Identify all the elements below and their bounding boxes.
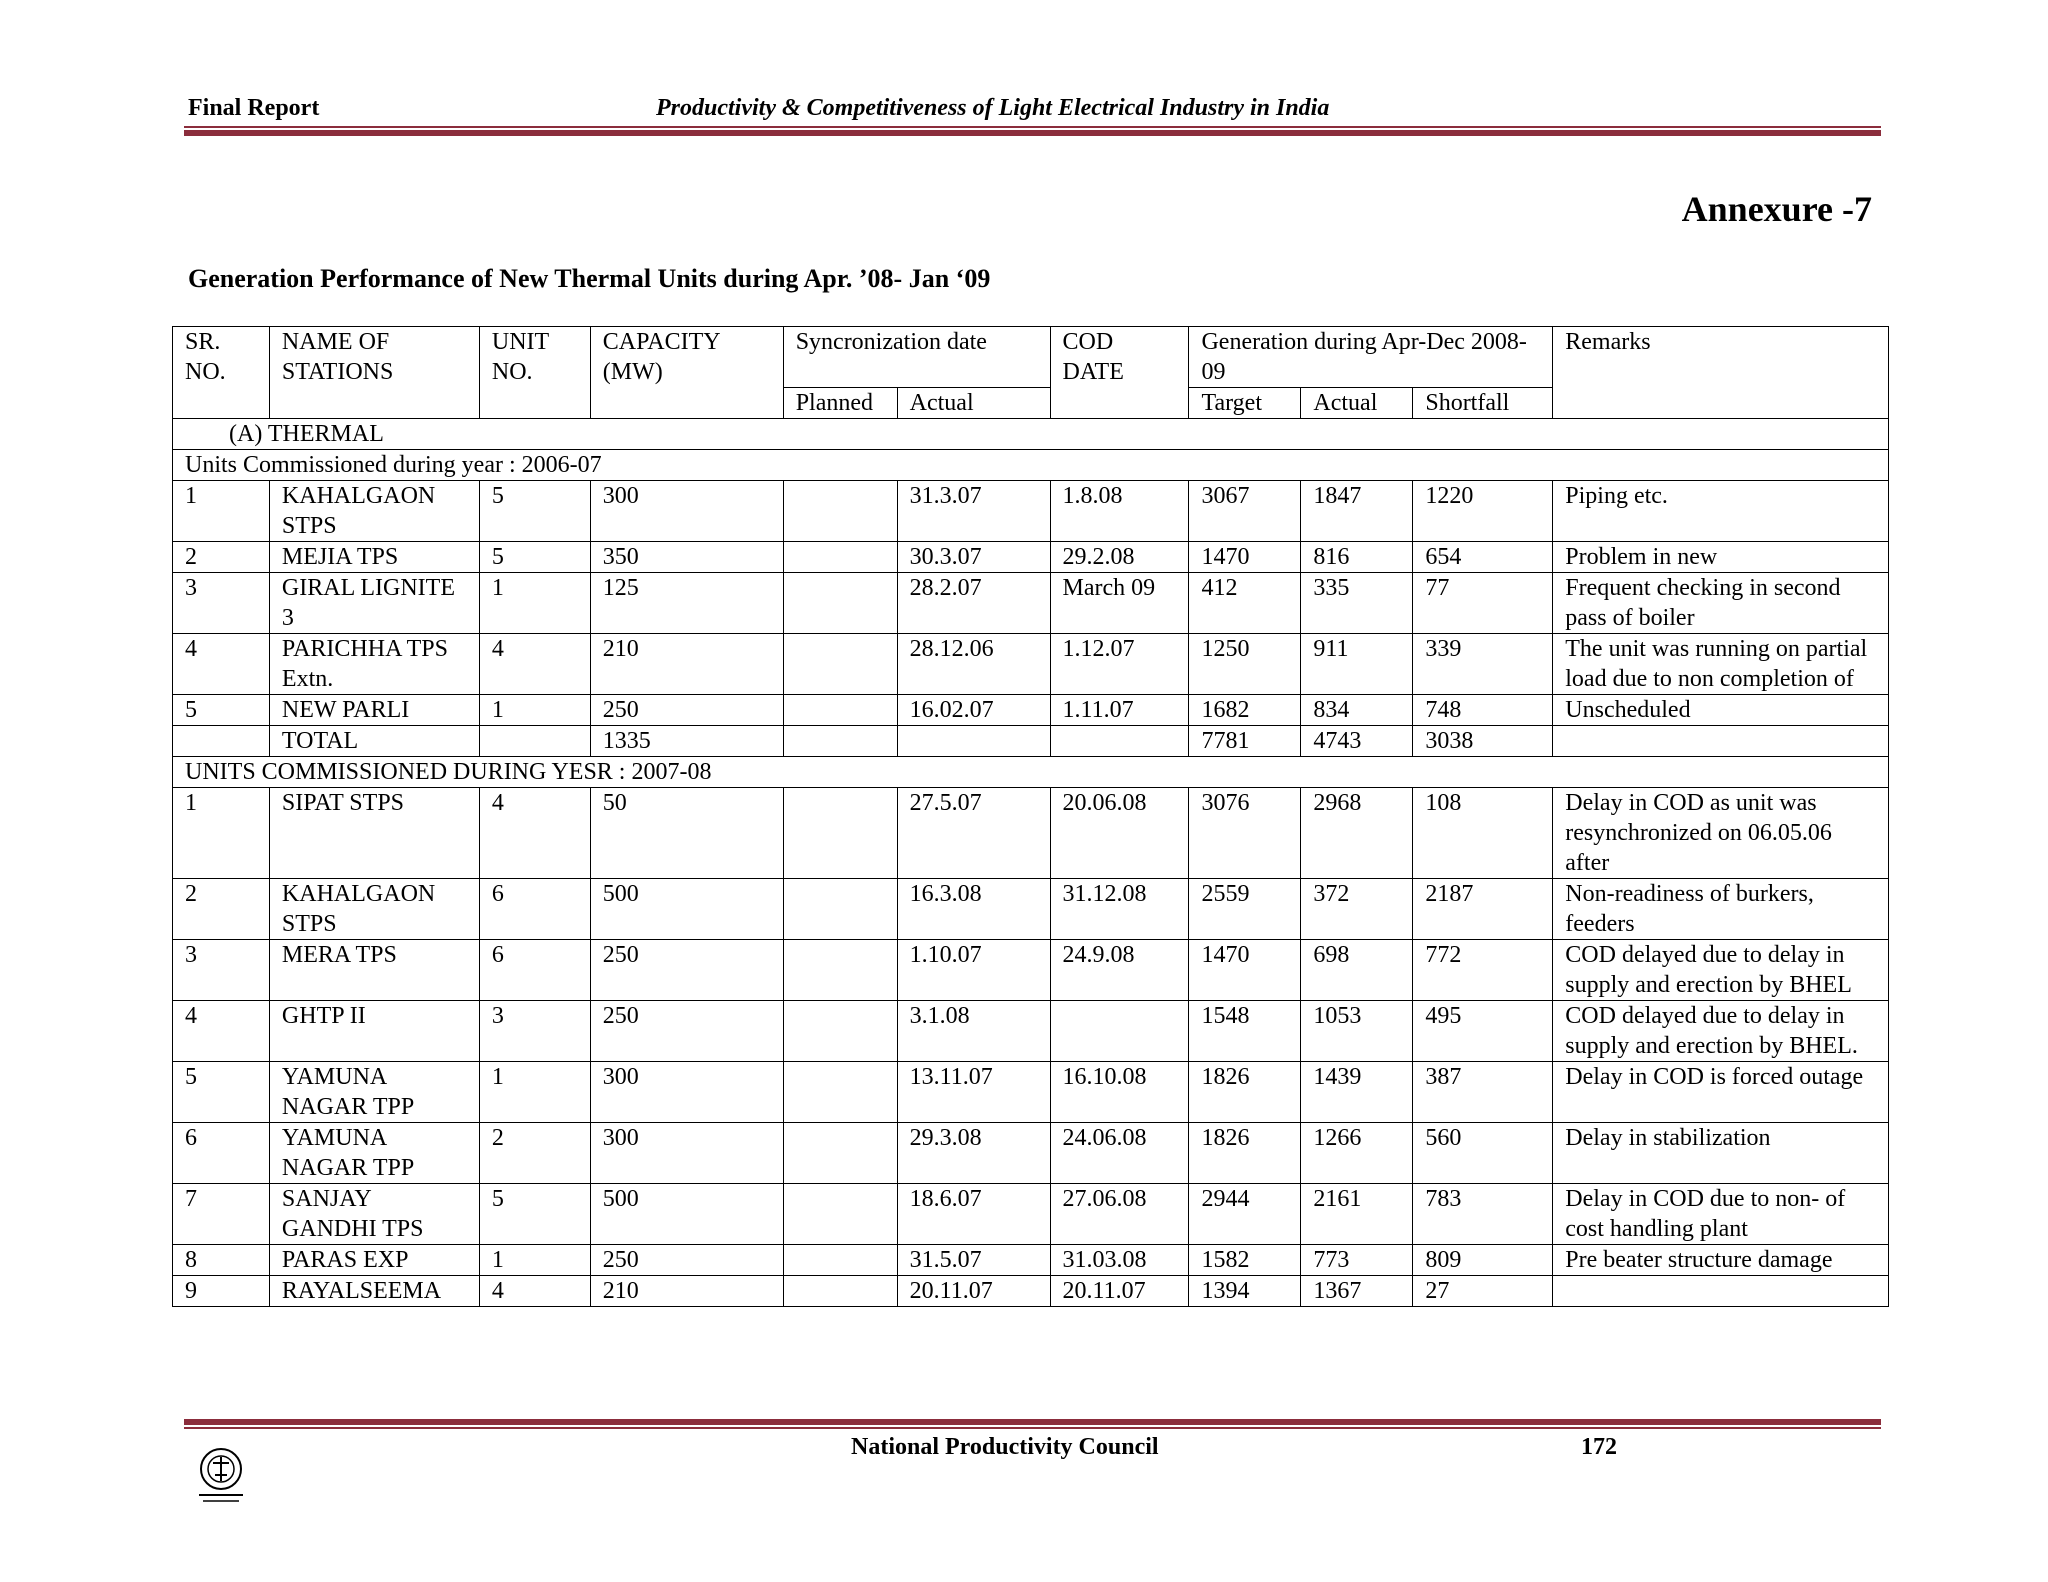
cell-cap: 250 — [590, 1245, 783, 1276]
cell-remarks: Non-readiness of burkers, feeders — [1553, 879, 1889, 940]
section-a-row — [173, 419, 1889, 450]
cell-shortfall: 748 — [1413, 695, 1553, 726]
cell-cap: 250 — [590, 1001, 783, 1062]
header-center-title: Productivity & Competitiveness of Light Electrical Industry in India — [656, 95, 1330, 121]
cell-remarks: COD delayed due to delay in supply and erection by BHEL — [1553, 940, 1889, 1001]
cell-gen-actual: 2968 — [1301, 788, 1413, 879]
cell-unit: 1 — [479, 695, 590, 726]
header-sync: Syncronization date — [783, 327, 1050, 388]
cell-cod — [1050, 1001, 1189, 1062]
cell-actual: 16.3.08 — [897, 879, 1050, 940]
header-capacity: CAPACITY (MW) — [590, 327, 783, 419]
cell-gen-actual: 911 — [1301, 634, 1413, 695]
cell-cap: 210 — [590, 634, 783, 695]
cell-remarks — [1553, 1276, 1889, 1307]
cell-name: KAHALGAON STPS — [269, 879, 479, 940]
cell-name: NEW PARLI — [269, 695, 479, 726]
cell-name: MERA TPS — [269, 940, 479, 1001]
cell-gen-actual: 372 — [1301, 879, 1413, 940]
table-row — [173, 1276, 1889, 1307]
cell-unit: 3 — [479, 1001, 590, 1062]
cell-shortfall: 772 — [1413, 940, 1553, 1001]
header-rule-thick — [184, 130, 1881, 136]
cell-shortfall: 1220 — [1413, 481, 1553, 542]
cell-shortfall: 783 — [1413, 1184, 1553, 1245]
cell-gen-actual: 1439 — [1301, 1062, 1413, 1123]
cell-cap: 300 — [590, 1062, 783, 1123]
page-title: Generation Performance of New Thermal Units during Apr. ’08- Jan ‘09 — [188, 264, 991, 293]
cell-sr: 4 — [173, 634, 270, 695]
cell-cap: 500 — [590, 1184, 783, 1245]
table-row — [173, 634, 1889, 695]
section-a-row-label: (A) THERMAL — [173, 419, 1889, 450]
cell-actual: 28.12.06 — [897, 634, 1050, 695]
group-2007-08-row-label: UNITS COMMISSIONED DURING YESR : 2007-08 — [173, 757, 1889, 788]
cell-sr: 1 — [173, 788, 270, 879]
cell-name: KAHALGAON STPS — [269, 481, 479, 542]
header-actual: Actual — [897, 388, 1050, 419]
header-shortfall: Shortfall — [1413, 388, 1553, 419]
cell-cod: 24.9.08 — [1050, 940, 1189, 1001]
cell-planned — [783, 1062, 897, 1123]
cell-cap: 250 — [590, 695, 783, 726]
cell-remarks: Delay in stabilization — [1553, 1123, 1889, 1184]
cell-name: PARAS EXP — [269, 1245, 479, 1276]
cell-actual: 27.5.07 — [897, 788, 1050, 879]
annexure-label: Annexure -7 — [1681, 189, 1872, 229]
cell-name: SANJAY GANDHI TPS — [269, 1184, 479, 1245]
cell-shortfall: 809 — [1413, 1245, 1553, 1276]
table-row — [173, 573, 1889, 634]
cell-unit: 1 — [479, 1245, 590, 1276]
cell-cap: 300 — [590, 1123, 783, 1184]
cell-remarks: Problem in new — [1553, 542, 1889, 573]
cell-target: 1394 — [1189, 1276, 1301, 1307]
cell-name: YAMUNA NAGAR TPP — [269, 1123, 479, 1184]
table-row — [173, 1123, 1889, 1184]
cell-shortfall: 339 — [1413, 634, 1553, 695]
cell-unit: 4 — [479, 1276, 590, 1307]
cell-sr: 9 — [173, 1276, 270, 1307]
cell-sr: 2 — [173, 879, 270, 940]
cell-cod: 20.06.08 — [1050, 788, 1189, 879]
cell-cap: 50 — [590, 788, 783, 879]
cell-target: 3076 — [1189, 788, 1301, 879]
cell-actual: 31.3.07 — [897, 481, 1050, 542]
header-sr: SR. NO. — [173, 327, 270, 419]
table-row — [173, 1001, 1889, 1062]
cell-actual: 28.2.07 — [897, 573, 1050, 634]
cell-unit: 5 — [479, 481, 590, 542]
cell-name: MEJIA TPS — [269, 542, 479, 573]
cell-planned — [783, 573, 897, 634]
header-gen-actual: Actual — [1301, 388, 1413, 419]
cell-cod: 31.12.08 — [1050, 879, 1189, 940]
cell-cod: 27.06.08 — [1050, 1184, 1189, 1245]
cell-unit: 6 — [479, 879, 590, 940]
cell-gen-actual: 834 — [1301, 695, 1413, 726]
cell-shortfall: 654 — [1413, 542, 1553, 573]
cell-cap: 300 — [590, 481, 783, 542]
cell-target: 1582 — [1189, 1245, 1301, 1276]
cell-cod: 31.03.08 — [1050, 1245, 1189, 1276]
cell-target: 1470 — [1189, 542, 1301, 573]
cell-remarks: Delay in COD is forced outage — [1553, 1062, 1889, 1123]
table-row — [173, 879, 1889, 940]
cell-sr: 7 — [173, 1184, 270, 1245]
group-2007-08-row — [173, 757, 1889, 788]
cell-planned — [783, 1276, 897, 1307]
cell-sr: 3 — [173, 940, 270, 1001]
cell-remarks: Delay in COD due to non- of cost handling plant — [1553, 1184, 1889, 1245]
cell-shortfall: 560 — [1413, 1123, 1553, 1184]
cell-planned — [783, 940, 897, 1001]
cell-target: 412 — [1189, 573, 1301, 634]
table-row — [173, 940, 1889, 1001]
header-generation: Generation during Apr-Dec 2008-09 — [1189, 327, 1553, 388]
cell-remarks: Unscheduled — [1553, 695, 1889, 726]
header-left-title: Final Report — [188, 95, 320, 121]
cell-sr: 5 — [173, 695, 270, 726]
header-remarks: Remarks — [1553, 327, 1889, 419]
cell-shortfall: 495 — [1413, 1001, 1553, 1062]
table-row — [173, 1184, 1889, 1245]
cell-unit: 2 — [479, 1123, 590, 1184]
cell-unit: 5 — [479, 542, 590, 573]
cell-actual: 13.11.07 — [897, 1062, 1050, 1123]
cell-gen-actual: 773 — [1301, 1245, 1413, 1276]
cell-name: GHTP II — [269, 1001, 479, 1062]
cell-cod: 1.11.07 — [1050, 695, 1189, 726]
npc-logo-icon — [185, 1437, 257, 1509]
total-target: 7781 — [1189, 726, 1301, 757]
total-empty-cell — [783, 726, 897, 757]
cell-actual: 1.10.07 — [897, 940, 1050, 1001]
total-shortfall: 3038 — [1413, 726, 1553, 757]
table-row — [173, 695, 1889, 726]
cell-cap: 250 — [590, 940, 783, 1001]
cell-planned — [783, 1184, 897, 1245]
cell-target: 2559 — [1189, 879, 1301, 940]
cell-sr: 4 — [173, 1001, 270, 1062]
cell-cap: 500 — [590, 879, 783, 940]
cell-target: 1826 — [1189, 1123, 1301, 1184]
total-empty-cell — [897, 726, 1050, 757]
cell-actual: 18.6.07 — [897, 1184, 1050, 1245]
cell-name: PARICHHA TPS Extn. — [269, 634, 479, 695]
cell-remarks: Delay in COD as unit was resynchronized on 06.05.06 after — [1553, 788, 1889, 879]
total-empty-cell — [479, 726, 590, 757]
cell-name: SIPAT STPS — [269, 788, 479, 879]
cell-actual: 3.1.08 — [897, 1001, 1050, 1062]
cell-cod: 20.11.07 — [1050, 1276, 1189, 1307]
generation-table — [172, 326, 1889, 1307]
cell-actual: 20.11.07 — [897, 1276, 1050, 1307]
header-cod: COD DATE — [1050, 327, 1189, 419]
cell-name: GIRAL LIGNITE 3 — [269, 573, 479, 634]
header-target: Target — [1189, 388, 1301, 419]
cell-target: 2944 — [1189, 1184, 1301, 1245]
cell-gen-actual: 1053 — [1301, 1001, 1413, 1062]
page-number: 172 — [1581, 1434, 1617, 1460]
cell-planned — [783, 542, 897, 573]
table-row — [173, 1062, 1889, 1123]
cell-cod: 16.10.08 — [1050, 1062, 1189, 1123]
footer-rule-thin — [184, 1427, 1881, 1429]
total-empty-cell — [173, 726, 270, 757]
cell-unit: 4 — [479, 788, 590, 879]
cell-unit: 6 — [479, 940, 590, 1001]
cell-sr: 5 — [173, 1062, 270, 1123]
header-name: NAME OF STATIONS — [269, 327, 479, 419]
total-empty-cell — [1050, 726, 1189, 757]
cell-unit: 4 — [479, 634, 590, 695]
cell-shortfall: 387 — [1413, 1062, 1553, 1123]
cell-planned — [783, 1001, 897, 1062]
cell-name: YAMUNA NAGAR TPP — [269, 1062, 479, 1123]
cell-remarks: The unit was running on partial load due to non completion of — [1553, 634, 1889, 695]
cell-gen-actual: 1847 — [1301, 481, 1413, 542]
table-row — [173, 481, 1889, 542]
cell-cap: 125 — [590, 573, 783, 634]
total-empty-cell — [1553, 726, 1889, 757]
cell-gen-actual: 335 — [1301, 573, 1413, 634]
footer-rule-thick — [184, 1419, 1881, 1425]
cell-planned — [783, 1245, 897, 1276]
cell-gen-actual: 1367 — [1301, 1276, 1413, 1307]
cell-gen-actual: 1266 — [1301, 1123, 1413, 1184]
header-planned: Planned — [783, 388, 897, 419]
header-unit: UNIT NO. — [479, 327, 590, 419]
cell-actual: 29.3.08 — [897, 1123, 1050, 1184]
cell-unit: 5 — [479, 1184, 590, 1245]
table-row — [173, 788, 1889, 879]
cell-cod: March 09 — [1050, 573, 1189, 634]
cell-target: 1250 — [1189, 634, 1301, 695]
cell-target: 1826 — [1189, 1062, 1301, 1123]
cell-cod: 29.2.08 — [1050, 542, 1189, 573]
cell-cod: 1.12.07 — [1050, 634, 1189, 695]
table-row — [173, 542, 1889, 573]
cell-actual: 16.02.07 — [897, 695, 1050, 726]
cell-target: 3067 — [1189, 481, 1301, 542]
cell-sr: 6 — [173, 1123, 270, 1184]
cell-shortfall: 27 — [1413, 1276, 1553, 1307]
cell-remarks: COD delayed due to delay in supply and erection by BHEL. — [1553, 1001, 1889, 1062]
cell-unit: 1 — [479, 573, 590, 634]
cell-cod: 1.8.08 — [1050, 481, 1189, 542]
cell-remarks: Piping etc. — [1553, 481, 1889, 542]
cell-planned — [783, 695, 897, 726]
cell-sr: 1 — [173, 481, 270, 542]
cell-cod: 24.06.08 — [1050, 1123, 1189, 1184]
table-row — [173, 1245, 1889, 1276]
cell-actual: 31.5.07 — [897, 1245, 1050, 1276]
cell-planned — [783, 1123, 897, 1184]
cell-planned — [783, 481, 897, 542]
cell-cap: 350 — [590, 542, 783, 573]
cell-gen-actual: 698 — [1301, 940, 1413, 1001]
cell-remarks: Pre beater structure damage — [1553, 1245, 1889, 1276]
total-gen-actual: 4743 — [1301, 726, 1413, 757]
cell-shortfall: 2187 — [1413, 879, 1553, 940]
cell-target: 1470 — [1189, 940, 1301, 1001]
cell-target: 1548 — [1189, 1001, 1301, 1062]
table-header-row — [173, 327, 1889, 388]
cell-remarks: Frequent checking in second pass of boiler — [1553, 573, 1889, 634]
cell-cap: 210 — [590, 1276, 783, 1307]
cell-gen-actual: 2161 — [1301, 1184, 1413, 1245]
cell-name: RAYALSEEMA — [269, 1276, 479, 1307]
cell-actual: 30.3.07 — [897, 542, 1050, 573]
header-rule-thin — [184, 126, 1881, 128]
cell-unit: 1 — [479, 1062, 590, 1123]
footer-organization: National Productivity Council — [851, 1434, 1159, 1460]
total-row — [173, 726, 1889, 757]
cell-planned — [783, 634, 897, 695]
group-2006-07-row-label: Units Commissioned during year : 2006-07 — [173, 450, 1889, 481]
group-2006-07-row — [173, 450, 1889, 481]
total-label: TOTAL — [269, 726, 479, 757]
cell-sr: 3 — [173, 573, 270, 634]
total-cap: 1335 — [590, 726, 783, 757]
cell-target: 1682 — [1189, 695, 1301, 726]
cell-planned — [783, 788, 897, 879]
cell-planned — [783, 879, 897, 940]
cell-sr: 8 — [173, 1245, 270, 1276]
cell-gen-actual: 816 — [1301, 542, 1413, 573]
cell-sr: 2 — [173, 542, 270, 573]
cell-shortfall: 108 — [1413, 788, 1553, 879]
cell-shortfall: 77 — [1413, 573, 1553, 634]
